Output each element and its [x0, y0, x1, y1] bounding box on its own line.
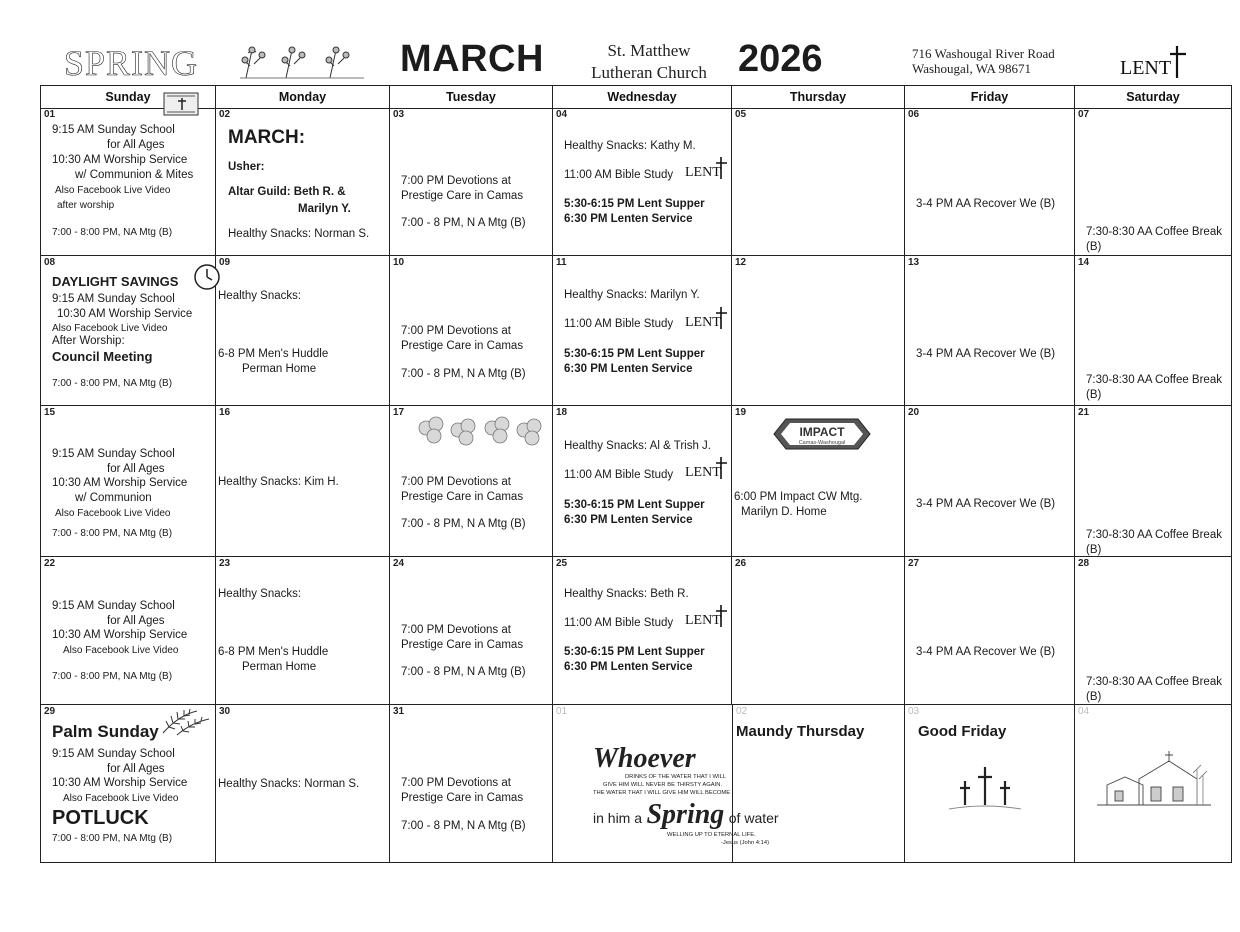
- verse-in-him: in him a: [593, 810, 643, 826]
- day-cell-16: [216, 406, 390, 557]
- weekday-saturday: Saturday: [1126, 90, 1180, 104]
- day-cell-28: [1075, 557, 1231, 705]
- lent-mini-text: LENT: [685, 613, 721, 628]
- event-bible-study: 11:00 AM Bible Study: [564, 318, 674, 330]
- day-cell-23: [216, 557, 390, 705]
- day-cell-21: [1075, 406, 1231, 557]
- event-facebook-live: Also Facebook Live Video: [63, 793, 179, 804]
- day-cell-07: [1075, 108, 1231, 256]
- palm-sunday-heading: Palm Sunday: [52, 722, 159, 741]
- event-lent-supper: 5:30-6:15 PM Lent Supper: [564, 198, 705, 210]
- event-sunday-school: 9:15 AM Sunday School: [52, 600, 175, 612]
- day-number: 16: [219, 407, 231, 418]
- day-number: 04: [1078, 706, 1090, 717]
- impact-logo-subtext: Camas-Washougal: [798, 440, 846, 446]
- verse-line2: GIVE HIM WILL NEVER BE THIRSTY AGAIN.: [603, 782, 723, 788]
- event-devotions-sub: Prestige Care in Camas: [401, 491, 524, 503]
- event-aa-recover: 3-4 PM AA Recover We (B): [916, 348, 1056, 360]
- three-crosses-icon: [947, 763, 1023, 813]
- event-na-meeting: 7:00 - 8:00 PM, NA Mtg (B): [52, 528, 173, 539]
- verse-reference: -Jesus (John 4:14): [721, 840, 770, 846]
- event-devotions-sub: Prestige Care in Camas: [401, 340, 524, 352]
- church-name-line1: St. Matthew: [607, 41, 691, 60]
- day-number: 04: [556, 109, 568, 120]
- healthy-snacks: Healthy Snacks: Kathy M.: [564, 140, 696, 152]
- calendar-grid: [40, 85, 1232, 863]
- day-number: 06: [908, 109, 920, 120]
- day-number: 02: [219, 109, 231, 120]
- day-cell-13: [905, 256, 1075, 406]
- day-cell-06: [905, 108, 1075, 256]
- day-number: 17: [393, 407, 405, 418]
- daylight-savings-heading: DAYLIGHT SAVINGS: [52, 274, 179, 289]
- day-number: 13: [908, 257, 920, 268]
- weekday-wednesday: Wednesday: [553, 86, 732, 108]
- day-number: 21: [1078, 407, 1090, 418]
- event-lent-supper: 5:30-6:15 PM Lent Supper: [564, 499, 705, 511]
- healthy-snacks: Healthy Snacks:: [218, 588, 302, 600]
- next-month-cell-03: [905, 705, 1075, 862]
- lent-mini-icon: [685, 304, 731, 330]
- event-facebook-live: Also Facebook Live Video: [52, 323, 168, 334]
- healthy-snacks: Healthy Snacks: Kim H.: [218, 476, 339, 488]
- day-cell-12: [732, 256, 905, 406]
- weekday-tuesday: Tuesday: [390, 86, 553, 108]
- weekday-sunday: Sunday: [41, 86, 216, 108]
- weekday-thursday: Thursday: [732, 86, 905, 108]
- event-na-meeting: 7:00 - 8 PM, N A Mtg (B): [401, 820, 526, 832]
- day-number: 15: [44, 407, 56, 418]
- lent-mini-icon: [685, 454, 731, 480]
- event-bible-study: 11:00 AM Bible Study: [564, 617, 674, 629]
- usher-label: Usher:: [228, 161, 265, 173]
- altar-guild: Altar Guild: Beth R. &: [228, 186, 346, 198]
- day-number: 03: [393, 109, 405, 120]
- event-devotions-sub: Prestige Care in Camas: [401, 639, 524, 651]
- event-lenten-service: 6:30 PM Lenten Service: [564, 514, 693, 526]
- lent-mini-text: LENT: [685, 465, 721, 480]
- day-number: 28: [1078, 558, 1090, 569]
- day-number: 02: [736, 706, 748, 717]
- event-na-meeting: 7:00 - 8:00 PM, NA Mtg (B): [52, 227, 173, 238]
- healthy-snacks: Healthy Snacks:: [218, 290, 302, 302]
- day-cell-11: [553, 256, 732, 406]
- verse-of-water: of water: [728, 810, 779, 826]
- event-mens-huddle: 6-8 PM Men's Huddle: [218, 348, 329, 360]
- event-na-meeting: 7:00 - 8:00 PM, NA Mtg (B): [52, 671, 173, 682]
- event-na-meeting: 7:00 - 8:00 PM, NA Mtg (B): [52, 833, 173, 844]
- event-devotions-sub: Prestige Care in Camas: [401, 190, 524, 202]
- event-worship: 10:30 AM Worship Service: [57, 308, 193, 320]
- day-number: 23: [219, 558, 231, 569]
- day-number: 09: [219, 257, 231, 268]
- event-council-meeting: Council Meeting: [52, 349, 153, 364]
- lent-logo-text: LENT: [1120, 57, 1172, 79]
- calendar-header: [0, 0, 1240, 86]
- flowers-icon: [238, 44, 366, 80]
- verse-line1: DRINKS OF THE WATER THAT I WILL: [625, 774, 727, 780]
- event-bible-study: 11:00 AM Bible Study: [564, 169, 674, 181]
- day-number: 11: [556, 257, 567, 268]
- event-worship: 10:30 AM Worship Service: [52, 629, 188, 641]
- event-devotions-sub: Prestige Care in Camas: [401, 792, 524, 804]
- day-number: 30: [219, 706, 231, 717]
- address-line2: Washougal, WA 98671: [912, 61, 1031, 76]
- event-aa-recover: 3-4 PM AA Recover We (B): [916, 198, 1056, 210]
- day-number: 20: [908, 407, 920, 418]
- event-coffee-break-sub: (B): [1086, 389, 1102, 401]
- impact-logo-text: IMPACT: [799, 425, 845, 439]
- next-month-cell-02: [732, 705, 905, 862]
- event-lenten-service: 6:30 PM Lenten Service: [564, 661, 693, 673]
- event-mens-huddle-sub: Perman Home: [242, 661, 317, 673]
- day-cell-15: [41, 406, 216, 557]
- day-cell-05: [732, 108, 905, 256]
- day-number: 19: [735, 407, 747, 418]
- lent-logo-icon: [1120, 44, 1192, 80]
- event-devotions: 7:00 PM Devotions at: [401, 325, 511, 337]
- day-number: 24: [393, 558, 405, 569]
- day-number: 12: [735, 257, 747, 268]
- healthy-snacks: Healthy Snacks: Beth R.: [564, 588, 689, 600]
- lent-mini-text: LENT: [685, 165, 721, 180]
- day-cell-24: [390, 557, 553, 705]
- event-coffee-break: 7:30-8:30 AA Coffee Break: [1086, 226, 1222, 238]
- day-number: 10: [393, 257, 405, 268]
- verse-line3: THE WATER THAT I WILL GIVE HIM WILL BECOME: [593, 790, 731, 796]
- event-coffee-break: 7:30-8:30 AA Coffee Break: [1086, 374, 1222, 386]
- day-number: 29: [44, 706, 56, 717]
- weekday-monday: Monday: [216, 86, 390, 108]
- lent-mini-icon: [685, 154, 731, 180]
- event-lenten-service: 6:30 PM Lenten Service: [564, 363, 693, 375]
- day-number: 05: [735, 109, 747, 120]
- healthy-snacks: Healthy Snacks: Marilyn Y.: [564, 289, 700, 301]
- event-mens-huddle: 6-8 PM Men's Huddle: [218, 646, 329, 658]
- day-cell-20: [905, 406, 1075, 557]
- church-name-line2: Lutheran Church: [591, 63, 707, 82]
- day-cell-19: [732, 406, 905, 557]
- event-coffee-break-sub: (B): [1086, 241, 1102, 253]
- event-worship: 10:30 AM Worship Service: [52, 154, 188, 166]
- event-devotions: 7:00 PM Devotions at: [401, 777, 511, 789]
- verse-whoever: Whoever: [593, 743, 696, 774]
- day-cell-04: [553, 108, 732, 256]
- event-facebook-live: Also Facebook Live Video: [55, 508, 171, 519]
- event-potluck: POTLUCK: [52, 807, 149, 829]
- event-facebook-live: Also Facebook Live Video: [63, 645, 179, 656]
- verse-line4: WELLING UP TO ETERNAL LIFE.: [667, 832, 756, 838]
- day-cell-22: [41, 557, 216, 705]
- event-coffee-break: 7:30-8:30 AA Coffee Break: [1086, 529, 1222, 541]
- event-sunday-school-sub: for All Ages: [107, 139, 165, 151]
- event-worship-sub: w/ Communion: [75, 492, 152, 504]
- day-cell-08: [41, 256, 216, 406]
- address-line1: 716 Washougal River Road: [912, 46, 1055, 61]
- verse-spring: Spring: [646, 799, 725, 830]
- event-worship: 10:30 AM Worship Service: [52, 477, 188, 489]
- event-sunday-school: 9:15 AM Sunday School: [52, 448, 175, 460]
- event-coffee-break-sub: (B): [1086, 691, 1102, 703]
- event-lent-supper: 5:30-6:15 PM Lent Supper: [564, 646, 705, 658]
- event-coffee-break-sub: (B): [1086, 544, 1102, 556]
- day-cell-17: [390, 406, 553, 557]
- lent-mini-icon: [685, 602, 731, 628]
- event-worship-sub: w/ Communion & Mites: [75, 169, 194, 181]
- day-number: 27: [908, 558, 920, 569]
- event-devotions: 7:00 PM Devotions at: [401, 476, 511, 488]
- event-aa-recover: 3-4 PM AA Recover We (B): [916, 498, 1056, 510]
- day-cell-09: [216, 256, 390, 406]
- church-name: [576, 40, 722, 84]
- healthy-snacks: Healthy Snacks: Norman S.: [228, 228, 370, 240]
- after-worship-label: After Worship:: [52, 335, 125, 347]
- event-impact-meeting-sub: Marilyn D. Home: [741, 506, 827, 518]
- day-cell-03: [390, 108, 553, 256]
- event-bible-study: 11:00 AM Bible Study: [564, 469, 674, 481]
- weekday-header-row: [41, 86, 1231, 109]
- event-lent-supper: 5:30-6:15 PM Lent Supper: [564, 348, 705, 360]
- day-number: 22: [44, 558, 56, 569]
- event-na-meeting: 7:00 - 8:00 PM, NA Mtg (B): [52, 378, 173, 389]
- day-cell-31: [390, 705, 553, 862]
- event-sunday-school: 9:15 AM Sunday School: [52, 748, 175, 760]
- event-impact-meeting: 6:00 PM Impact CW Mtg.: [734, 491, 863, 503]
- maundy-thursday-heading: Maundy Thursday: [736, 723, 865, 740]
- day-number: 07: [1078, 109, 1090, 120]
- day-cell-02: [216, 108, 390, 256]
- event-lenten-service: 6:30 PM Lenten Service: [564, 213, 693, 225]
- month-heading: MARCH:: [228, 127, 306, 148]
- event-facebook-live-sub: after worship: [57, 200, 115, 211]
- day-number: 31: [393, 706, 405, 717]
- event-devotions: 7:00 PM Devotions at: [401, 624, 511, 636]
- shamrock-icon: [416, 416, 546, 450]
- impact-logo-icon: [772, 417, 872, 451]
- day-number: 25: [556, 558, 568, 569]
- good-friday-heading: Good Friday: [918, 723, 1007, 740]
- event-sunday-school-sub: for All Ages: [107, 463, 165, 475]
- church-address: [912, 46, 1055, 76]
- healthy-snacks: Healthy Snacks: Norman S.: [218, 778, 360, 790]
- day-cell-18: [553, 406, 732, 557]
- event-sunday-school: 9:15 AM Sunday School: [52, 124, 175, 136]
- day-number: 01: [556, 706, 568, 717]
- event-devotions: 7:00 PM Devotions at: [401, 175, 511, 187]
- day-cell-25: [553, 557, 732, 705]
- day-number: 03: [908, 706, 920, 717]
- event-na-meeting: 7:00 - 8 PM, N A Mtg (B): [401, 368, 526, 380]
- day-cell-14: [1075, 256, 1231, 406]
- event-na-meeting: 7:00 - 8 PM, N A Mtg (B): [401, 666, 526, 678]
- event-sunday-school-sub: for All Ages: [107, 763, 165, 775]
- event-worship: 10:30 AM Worship Service: [52, 777, 188, 789]
- day-number: 18: [556, 407, 568, 418]
- altar-guild-sub: Marilyn Y.: [298, 203, 351, 215]
- day-cell-27: [905, 557, 1075, 705]
- year-title: 2026: [738, 38, 823, 80]
- church-building-icon: [1093, 747, 1215, 817]
- event-na-meeting: 7:00 - 8 PM, N A Mtg (B): [401, 217, 526, 229]
- day-number: 14: [1078, 257, 1090, 268]
- day-cell-10: [390, 256, 553, 406]
- day-number: 01: [44, 109, 56, 120]
- event-aa-recover: 3-4 PM AA Recover We (B): [916, 646, 1056, 658]
- event-mens-huddle-sub: Perman Home: [242, 363, 317, 375]
- healthy-snacks: Healthy Snacks: Al & Trish J.: [564, 440, 712, 452]
- day-cell-26: [732, 557, 905, 705]
- next-month-cell-04: [1075, 705, 1231, 862]
- day-number: 08: [44, 257, 56, 268]
- event-coffee-break: 7:30-8:30 AA Coffee Break: [1086, 676, 1222, 688]
- spring-title: SPRING: [64, 43, 199, 83]
- event-facebook-live: Also Facebook Live Video: [55, 185, 171, 196]
- day-number: 26: [735, 558, 747, 569]
- event-na-meeting: 7:00 - 8 PM, N A Mtg (B): [401, 518, 526, 530]
- lent-mini-text: LENT: [685, 315, 721, 330]
- event-sunday-school: 9:15 AM Sunday School: [52, 293, 175, 305]
- event-sunday-school-sub: for All Ages: [107, 615, 165, 627]
- weekday-friday: Friday: [905, 86, 1075, 108]
- month-title: MARCH: [400, 38, 544, 80]
- day-cell-30: [216, 705, 390, 862]
- palm-leaf-icon: [161, 707, 211, 737]
- day-cell-01: [41, 108, 216, 256]
- day-cell-29: [41, 705, 216, 862]
